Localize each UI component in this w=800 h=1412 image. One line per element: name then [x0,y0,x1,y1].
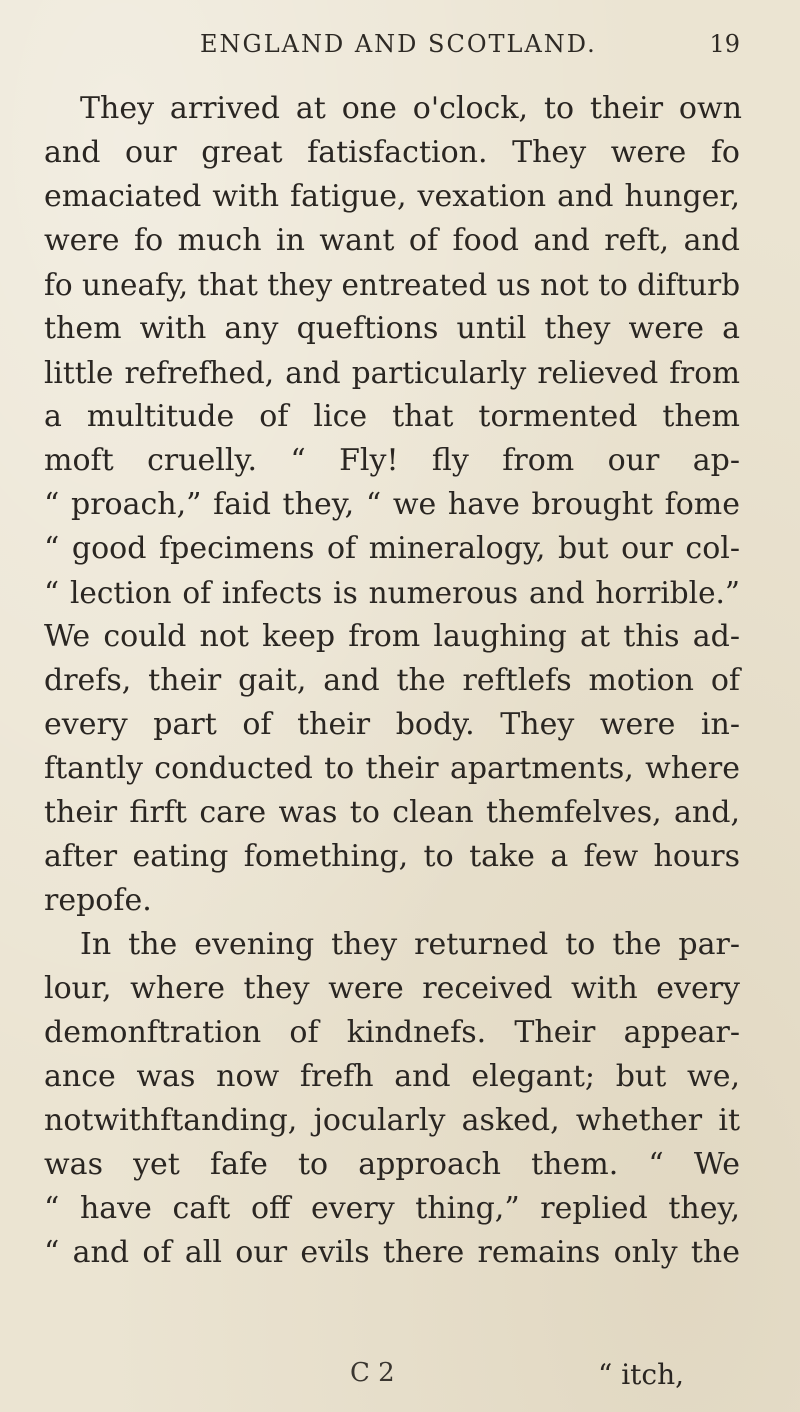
catchword: “ itch, [598,1358,685,1391]
text-line: notwithftanding, jocularly asked, whether it [44,1103,740,1138]
text-line: after eating fomething, to take a few hours [44,839,740,874]
page-footer [0,1358,800,1404]
page-header [200,30,740,70]
text-line: repofe. [44,883,152,918]
text-line: moft cruelly. “ Fly! fly from our ap- [44,443,740,478]
text-line: every part of their body. They were in- [44,707,740,742]
text-line: them with any queftions until they were a [44,311,740,346]
text-line: drefs, their gait, and the reftlefs motion of [44,663,740,698]
text-line: They arrived at one o'clock, to their own [80,91,742,126]
text-line: In the evening they returned to the par- [80,927,740,962]
text-line: “ good fpecimens of mineralogy, but our col- [44,531,740,566]
text-line: a multitude of lice that tormented them [44,399,740,434]
text-line: ance was now frefh and elegant; but we, [44,1059,740,1094]
text-line: “ have caft off every thing,” replied they, [44,1191,740,1226]
text-line: emaciated with fatigue, vexation and hunger, [44,179,740,214]
text-line: “ lection of infects is numerous and horrible.” [44,576,740,610]
text-line: ftantly conducted to their apartments, where [44,751,740,786]
page-number: 19 [709,30,740,58]
text-line: were fo much in want of food and reft, and [44,223,740,258]
signature-mark: C 2 [350,1358,395,1388]
text-line: “ and of all our evils there remains only the [44,1235,740,1270]
text-line: fo uneafy, that they entreated us not to difturb [44,268,741,302]
text-line: their firft care was to clean themfelves, and, [44,795,740,830]
text-line: “ proach,” faid they, “ we have brought fome [44,487,740,522]
text-line: was yet fafe to approach them. “ We [44,1147,740,1182]
text-line: lour, where they were received with every [44,971,740,1006]
text-line: and our great fatisfaction. They were fo [44,135,740,170]
text-line: little refrefhed, and particularly relieved from [44,356,740,390]
text-line: We could not keep from laughing at this ad- [44,619,740,654]
text-line: demonftration of kindnefs. Their appear- [44,1015,740,1050]
running-head: ENGLAND AND SCOTLAND. [200,30,597,58]
